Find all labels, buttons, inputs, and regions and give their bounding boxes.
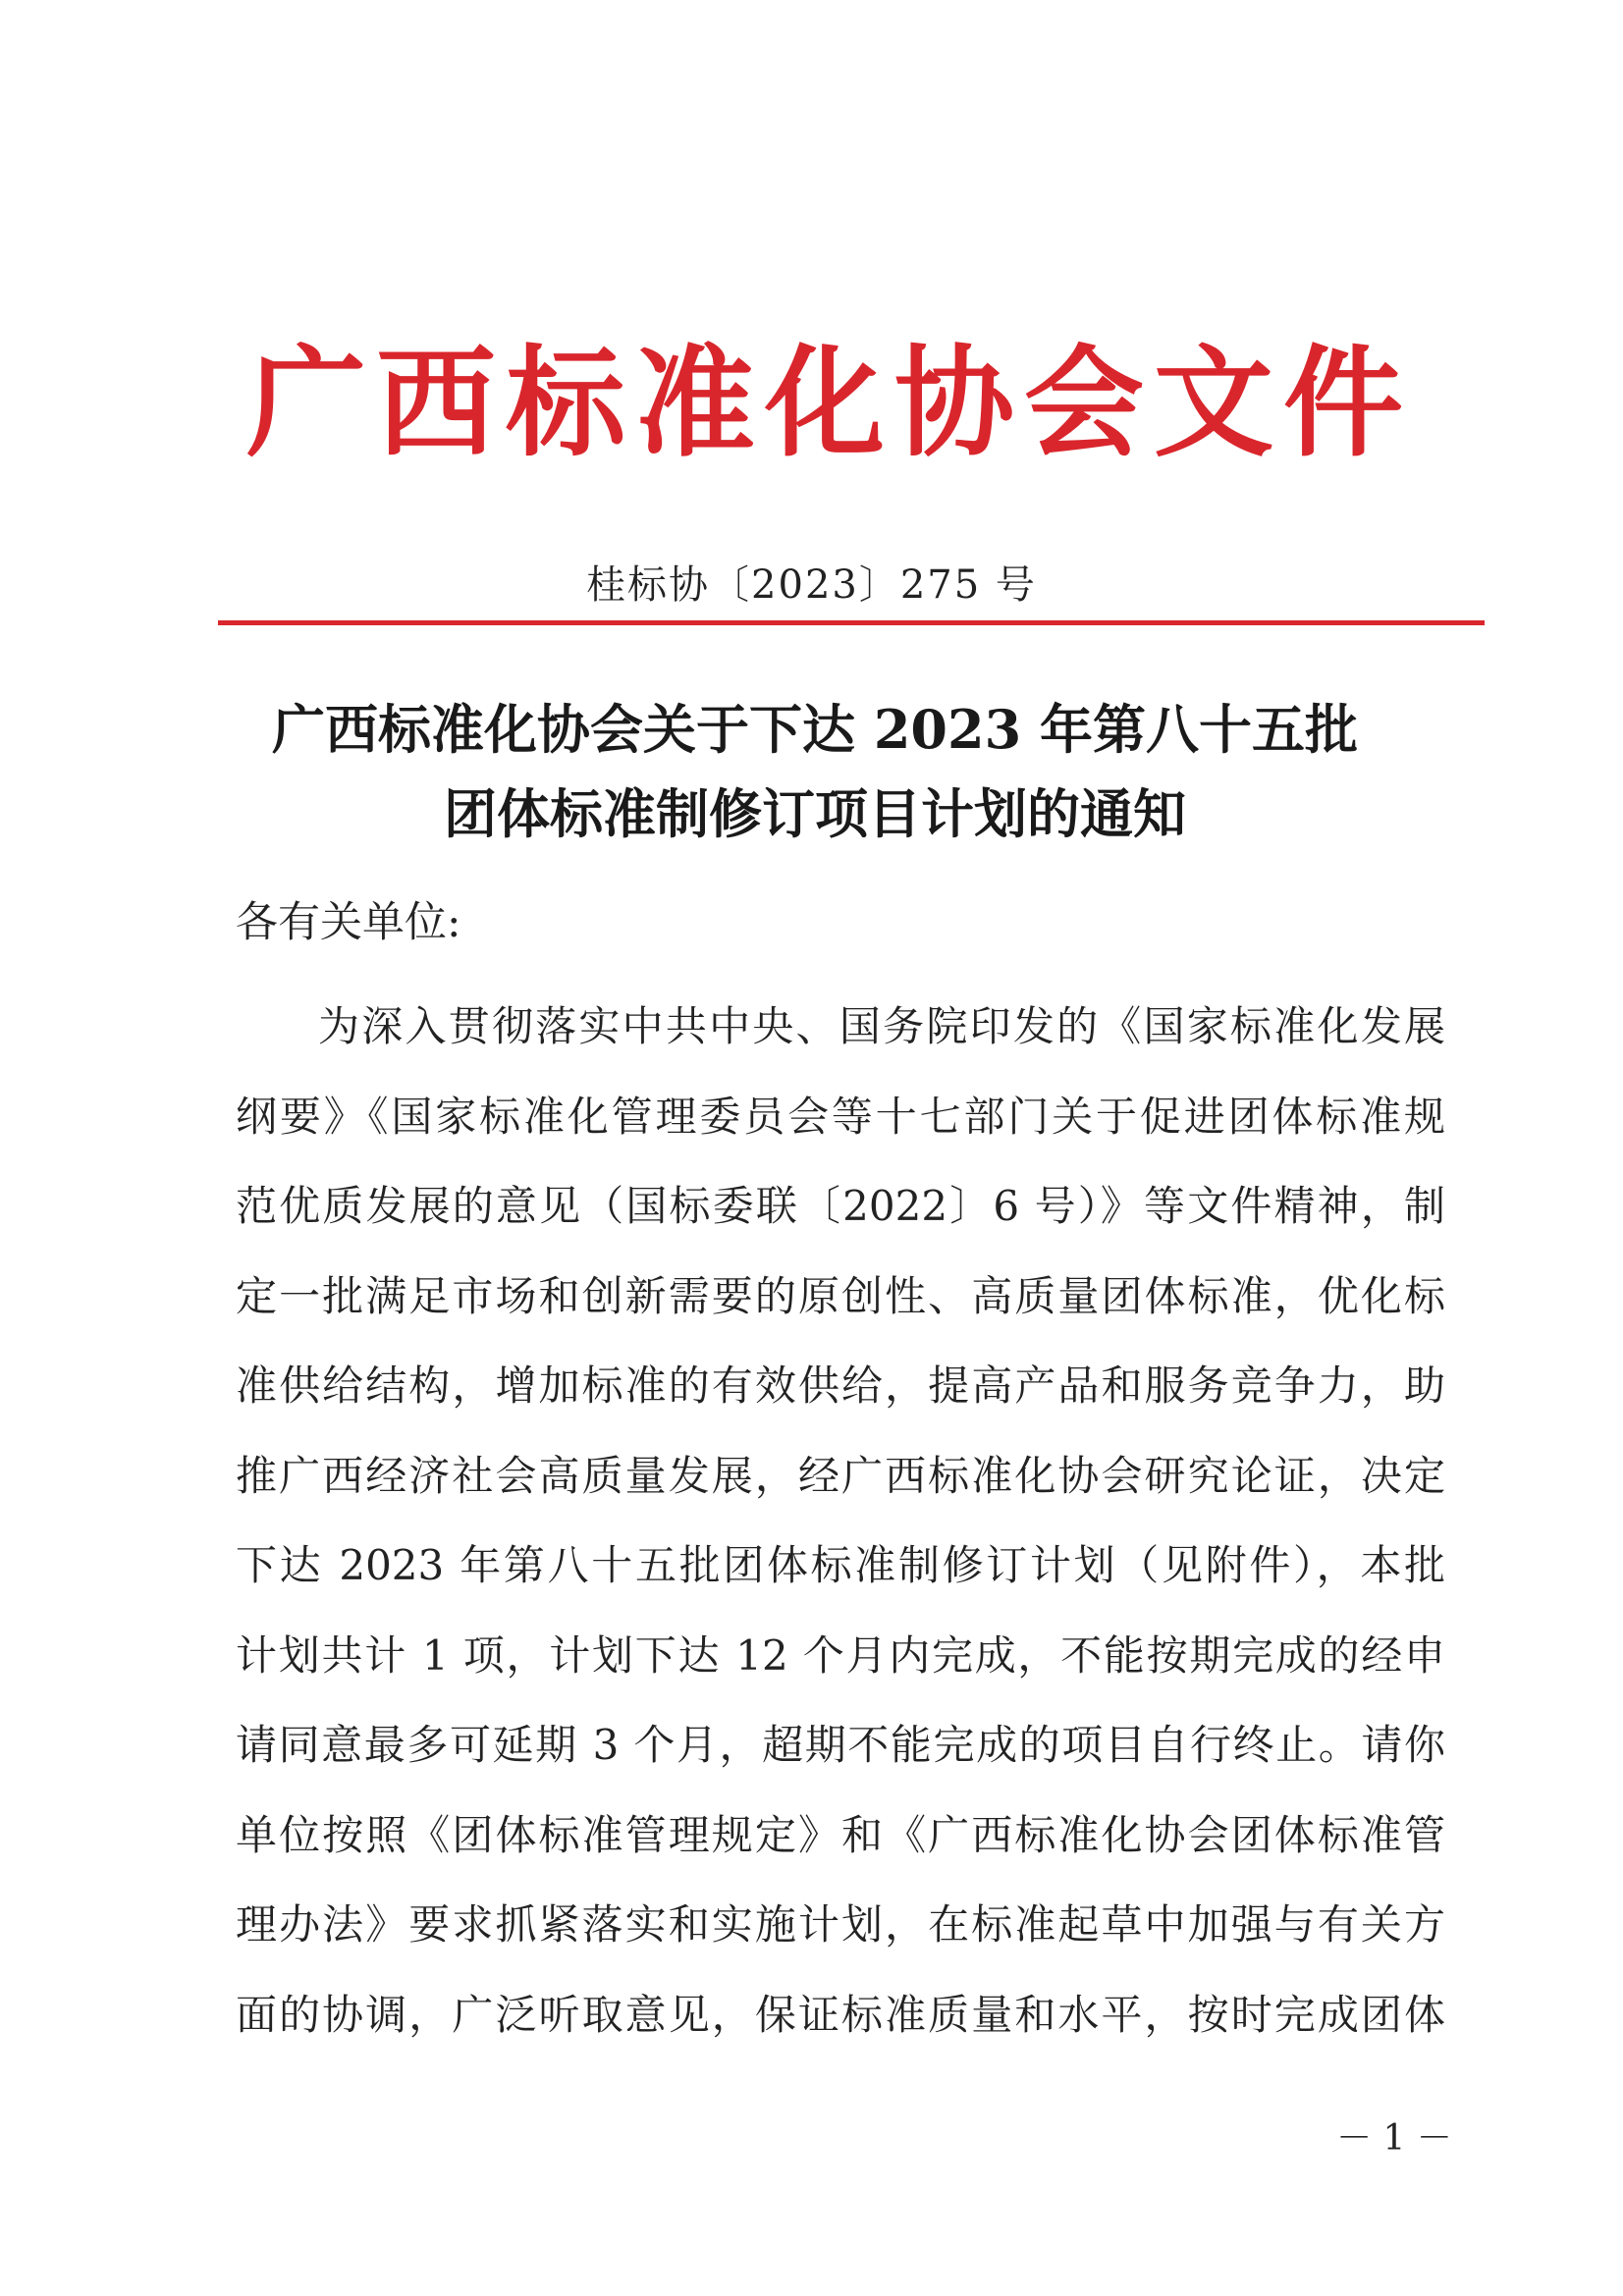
document-masthead: 广西标准化协会文件 [246, 332, 1413, 473]
body-line: 下达 2023 年第八十五批团体标准制修订计划（见附件），本批 [236, 1541, 1445, 1589]
body-line: 准供给结构，增加标准的有效供给，提高产品和服务竞争力，助 [236, 1362, 1445, 1410]
title-line-1: 广西标准化协会关于下达 2023 年第八十五批 [272, 698, 1358, 761]
page-number: － 1 － [1336, 2118, 1452, 2159]
body-line: 请同意最多可延期 3 个月，超期不能完成的项目自行终止。请你 [236, 1721, 1445, 1769]
document-title [157, 687, 1473, 856]
body-line: 理办法》要求抓紧落实和实施计划，在标准起草中加强与有关方 [236, 1900, 1445, 1949]
body-paragraph [236, 982, 1445, 2059]
body-line: 计划共计 1 项，计划下达 12 个月内完成，不能按期完成的经申 [236, 1630, 1445, 1680]
red-divider-line [218, 620, 1485, 625]
document-number: 桂标协〔2023〕275 号 [586, 562, 1037, 608]
title-line-2: 团体标准制修订项目计划的通知 [444, 782, 1186, 845]
body-line: 纲要》《国家标准化管理委员会等十七部门关于促进团体标准规 [236, 1092, 1445, 1141]
body-line: 为深入贯彻落实中共中央、国务院印发的《国家标准化发展 [318, 1002, 1445, 1050]
body-line: 面的协调，广泛听取意见，保证标准质量和水平，按时完成团体 [236, 1990, 1445, 2039]
body-line: 范优质发展的意见（国标委联〔2022〕6 号）》等文件精神，制 [236, 1182, 1445, 1230]
body-line: 推广西经济社会高质量发展，经广西标准化协会研究论证，决定 [236, 1451, 1445, 1500]
salutation: 各有关单位: [236, 898, 461, 947]
body-line: 定一批满足市场和创新需要的原创性、高质量团体标准，优化标 [236, 1271, 1445, 1320]
body-line: 单位按照《团体标准管理规定》和《广西标准化协会团体标准管 [236, 1810, 1445, 1859]
